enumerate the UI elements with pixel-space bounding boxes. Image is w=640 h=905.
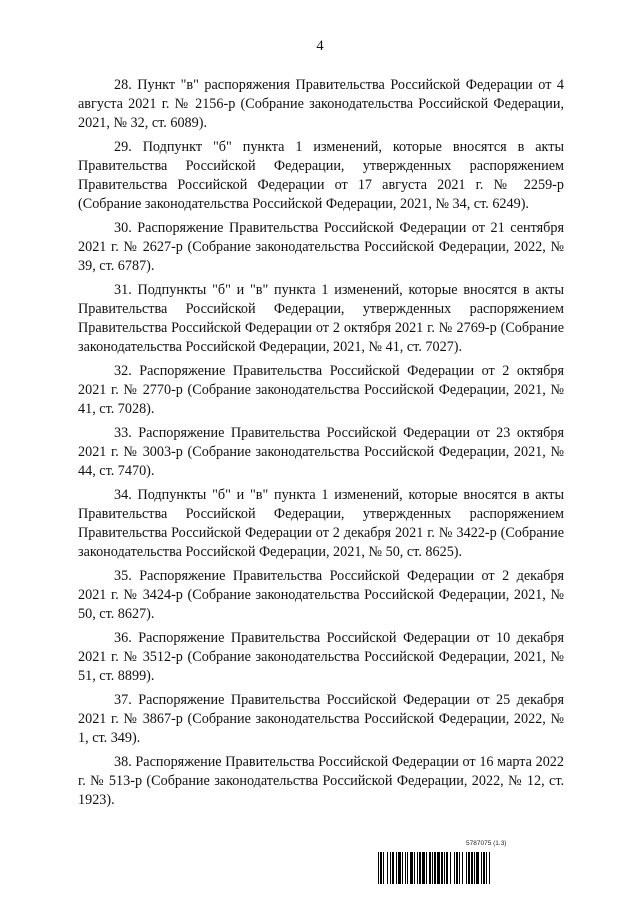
list-item-35: 35. Распоряжение Правительства Российской Федерации от 2 декабря 2021 г. № 3424-р (Собрание законодательства Российской Федерации, 2021, № 50, ст. 8627).: [78, 568, 564, 622]
list-item-37: 37. Распоряжение Правительства Российской Федерации от 25 декабря 2021 г. № 3867-р (Собрание законодательства Российской Федерации, 2022, № 1, ст. 349).: [78, 692, 564, 746]
list-item-30: 30. Распоряжение Правительства Российской Федерации от 21 сентября 2021 г. № 2627-р (Собрание законодательства Российской Федерации, 2022, № 39, ст. 6787).: [78, 220, 564, 274]
list-item-28: 28. Пункт "в" распоряжения Правительства Российской Федерации от 4 августа 2021 г. № 2156-р (Собрание законодательства Российской Федерации, 2021, № 32, ст. 6089).: [78, 77, 564, 131]
list-item-34: 34. Подпункты "б" и "в" пункта 1 изменений, которые вносятся в акты Правительства Российской Федерации, утвержденных распоряжением Правительства Российской Федерации от 2 декабря 2021 г. № 3422-р (Собрание законодательства Российской Федерации, 2021, № 50, ст. 8625).: [78, 487, 564, 560]
document-body: [78, 76, 564, 815]
list-item-33: 33. Распоряжение Правительства Российской Федерации от 23 октября 2021 г. № 3003-р (Собрание законодательства Российской Федерации, 2021, № 44, ст. 7470).: [78, 425, 564, 479]
list-item-32: 32. Распоряжение Правительства Российской Федерации от 2 октября 2021 г. № 2770-р (Собрание законодательства Российской Федерации, 2021, № 41, ст. 7028).: [78, 363, 564, 417]
barcode-image: [378, 852, 564, 884]
barcode-code: 5787075 (1.3): [466, 840, 507, 847]
page-number: 4: [316, 38, 324, 54]
list-item-38: 38. Распоряжение Правительства Российской Федерации от 16 марта 2022 г. № 513-р (Собрание законодательства Российской Федерации, 2022, № 12, ст. 1923).: [78, 754, 564, 808]
list-item-29: 29. Подпункт "б" пункта 1 изменений, которые вносятся в акты Правительства Российской Федерации, утвержденных распоряжением Правительства Российской Федерации от 17 августа 2021 г. № 2259-р (Собрание законодательства Российской Федерации, 2021, № 34, ст. 6249).: [78, 139, 564, 212]
barcode-block: [378, 840, 564, 896]
list-item-31: 31. Подпункты "б" и "в" пункта 1 изменений, которые вносятся в акты Правительства Российской Федерации, утвержденных распоряжением Правительства Российской Федерации от 2 октября 2021 г. № 2769-р (Собрание законодательства Российской Федерации, 2021, № 41, ст. 7027).: [78, 282, 564, 355]
list-item-36: 36. Распоряжение Правительства Российской Федерации от 10 декабря 2021 г. № 3512-р (Собрание законодательства Российской Федерации, 2021, № 51, ст. 8899).: [78, 630, 564, 684]
